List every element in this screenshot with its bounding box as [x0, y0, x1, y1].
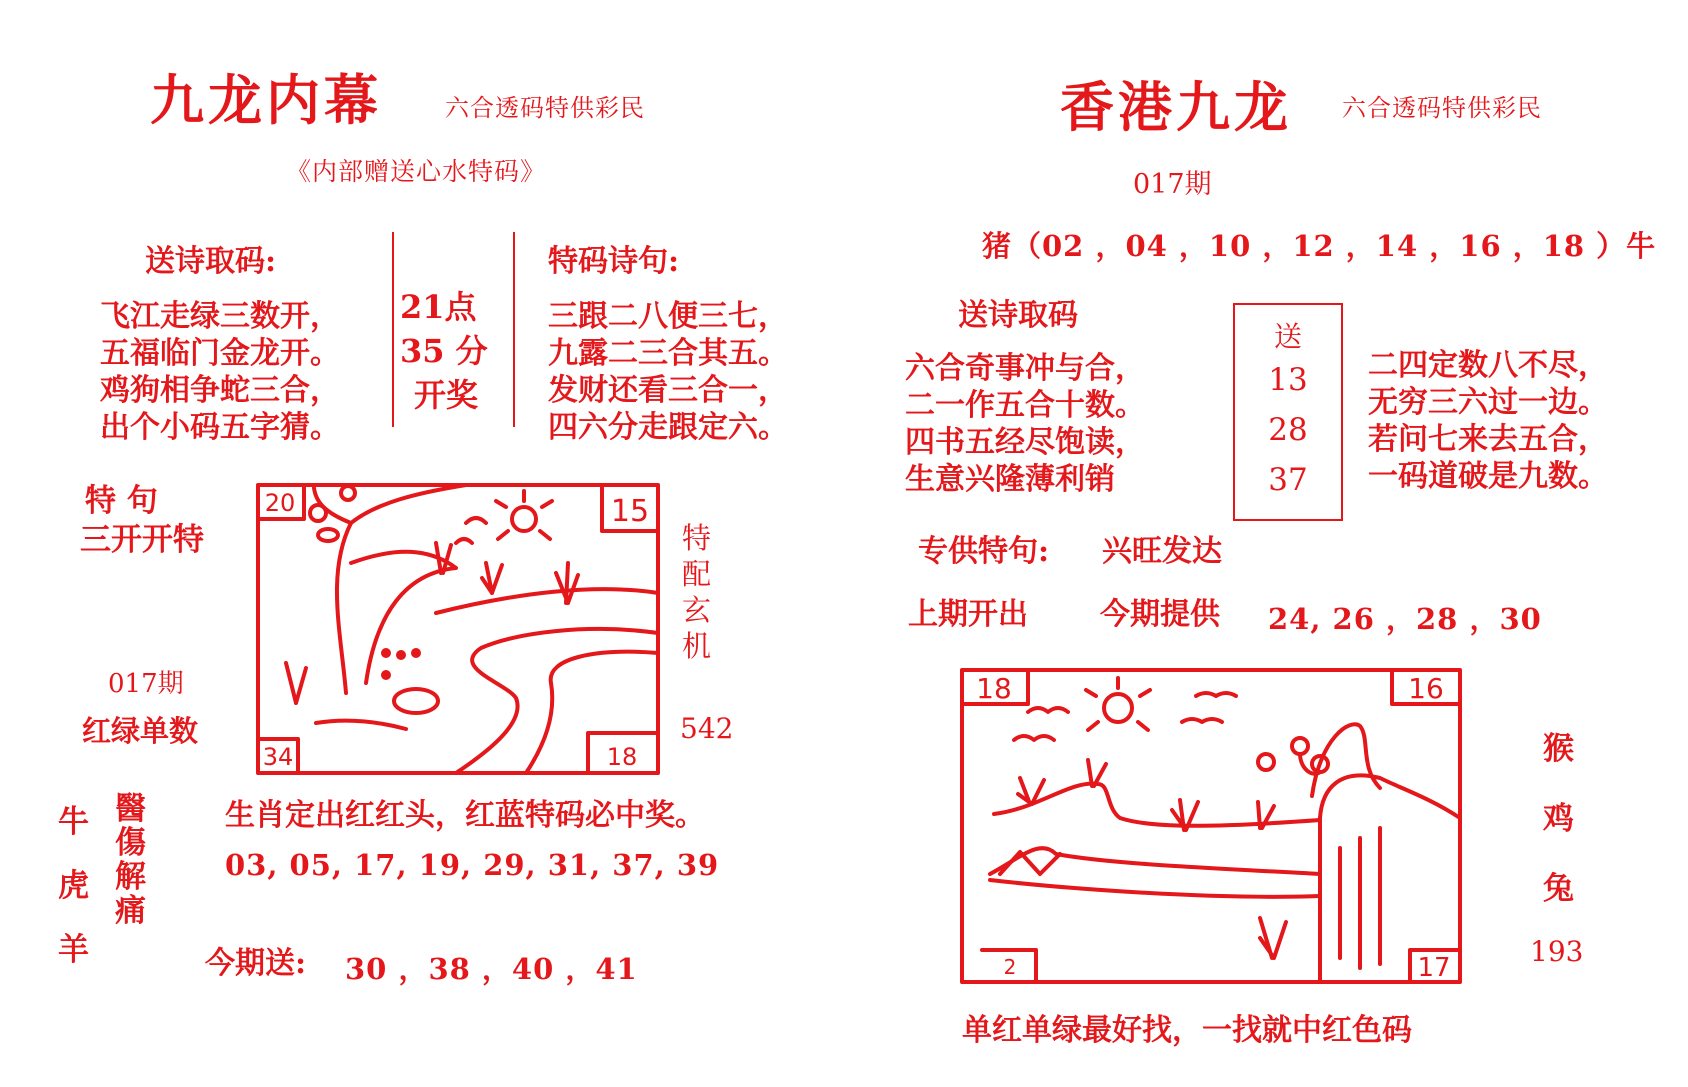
right-pic-corner-bl: 2	[1003, 955, 1017, 979]
left-subtitle: 《内部赠送心水特码》	[286, 157, 547, 186]
special-poem-heading: 特码诗句:	[548, 244, 680, 279]
right-poem-line: 二一作五合十数。	[905, 388, 1145, 423]
cure-char: 痛	[115, 893, 146, 929]
right-zodiac-char: 兔	[1543, 871, 1574, 907]
right-zodiac-char: 猴	[1543, 731, 1574, 767]
right-pic-corner-tl: 18	[976, 672, 1012, 705]
right-side-poem-line: 无穷三六过一边。	[1368, 385, 1608, 420]
right-zodiac-vertical	[1543, 714, 1574, 924]
special-phrase-label: 专供特句:	[918, 534, 1050, 569]
left-pic-corner-br: 18	[606, 743, 638, 771]
right-issue: 017期	[1133, 169, 1212, 200]
left-pic-corner-tl: 20	[264, 489, 296, 517]
left-side-char: 配	[682, 557, 712, 591]
now-numbers: 24, 26 ，28 ，30	[1268, 602, 1542, 636]
left-divider-1	[392, 232, 394, 427]
left-tagline: 六合透码特供彩民	[445, 94, 645, 122]
right-poem-heading: 送诗取码	[958, 298, 1078, 333]
right-zodiac-char: 鸡	[1543, 801, 1574, 837]
cure-char: 解	[115, 859, 146, 895]
now-label: 今期提供	[1100, 597, 1220, 632]
right-poem-line: 六合奇事冲与合，	[905, 351, 1145, 386]
send-numbers: 30 ，38 ，40 ，41	[345, 952, 638, 986]
left-side-char: 机	[682, 629, 712, 663]
right-side-poem-line: 若问七来去五合，	[1368, 422, 1608, 457]
left-side-char: 特	[682, 521, 712, 555]
color-hint: 红绿单数	[82, 714, 199, 748]
special-poem-line: 九露二三合其五。	[548, 336, 788, 371]
left-poem	[100, 298, 340, 446]
left-picture	[256, 483, 660, 775]
special-poem	[548, 298, 788, 446]
send-box	[1233, 303, 1343, 521]
right-pic-corner-br: 17	[1417, 953, 1451, 983]
left-zodiac-char: 牛	[58, 804, 89, 840]
right-pic-corner-tr: 16	[1408, 672, 1444, 705]
special-poem-line: 三跟二八便三七，	[548, 299, 788, 334]
left-poem-line: 出个小码五字猜。	[100, 410, 340, 445]
left-poem-line: 鸡狗相争蛇三合，	[100, 373, 340, 408]
draw-time-line: 35 分	[400, 332, 488, 370]
left-zodiac-char: 虎	[58, 868, 89, 904]
right-side-poem-line: 一码道破是九数。	[1368, 459, 1608, 494]
cure-char: 傷	[115, 825, 146, 861]
send-box-number: 13	[1268, 362, 1308, 398]
draw-time	[400, 285, 488, 417]
pig-line: 猪（02 ，04 ，10 ，12 ，14 ，16 ，18 ）牛	[982, 229, 1657, 263]
send-box-number: 37	[1268, 462, 1308, 498]
send-label: 今期送:	[205, 946, 307, 981]
right-side-poem	[1368, 347, 1608, 495]
left-issue: 017期	[108, 669, 184, 699]
special-phrase: 兴旺发达	[1102, 534, 1222, 569]
left-poem-line: 飞江走绿三数开，	[100, 299, 340, 334]
right-side-number: 193	[1530, 935, 1584, 968]
left-title: 九龙内幕	[150, 68, 382, 132]
left-side-char: 玄	[682, 593, 712, 627]
phrase-text: 三开开特	[80, 522, 204, 558]
right-footer: 单红单绿最好找，一找就中红色码	[962, 1013, 1412, 1048]
left-pic-corner-bl: 34	[262, 743, 294, 771]
left-poem-heading: 送诗取码:	[145, 244, 277, 279]
left-zodiac-char: 羊	[58, 932, 89, 968]
left-poem-line: 五福临门金龙开。	[100, 336, 340, 371]
right-title: 香港九龙	[1060, 75, 1292, 139]
left-divider-2	[513, 232, 515, 427]
left-side-number: 542	[680, 712, 734, 745]
left-numbers: 03, 05, 17, 19, 29, 31, 37, 39	[225, 848, 720, 882]
left-side-vertical	[682, 520, 711, 664]
draw-time-line: 21点	[400, 288, 477, 326]
send-box-number: 28	[1268, 412, 1308, 448]
right-tagline: 六合透码特供彩民	[1342, 94, 1542, 122]
right-poem-line: 生意兴隆薄利销	[905, 462, 1115, 497]
right-poem-line: 四书五经尽饱读，	[905, 425, 1145, 460]
right-side-poem-line: 二四定数八不尽，	[1368, 348, 1608, 383]
right-picture	[960, 668, 1462, 984]
special-poem-line: 发财还看三合一，	[548, 373, 788, 408]
left-slogan: 生肖定出红红头，红蓝特码必中奖。	[225, 798, 705, 833]
cure-vertical	[115, 792, 146, 928]
special-poem-line: 四六分走跟定六。	[548, 410, 788, 445]
last-draw-label: 上期开出	[908, 597, 1028, 632]
left-zodiac-vertical	[58, 790, 89, 982]
phrase-label: 特 句	[85, 483, 158, 519]
cure-char: 醫	[115, 791, 146, 827]
draw-time-line: 开奖	[414, 376, 479, 414]
right-poem	[905, 350, 1145, 498]
left-pic-corner-tr: 15	[610, 494, 650, 529]
send-box-label: 送	[1273, 320, 1302, 353]
